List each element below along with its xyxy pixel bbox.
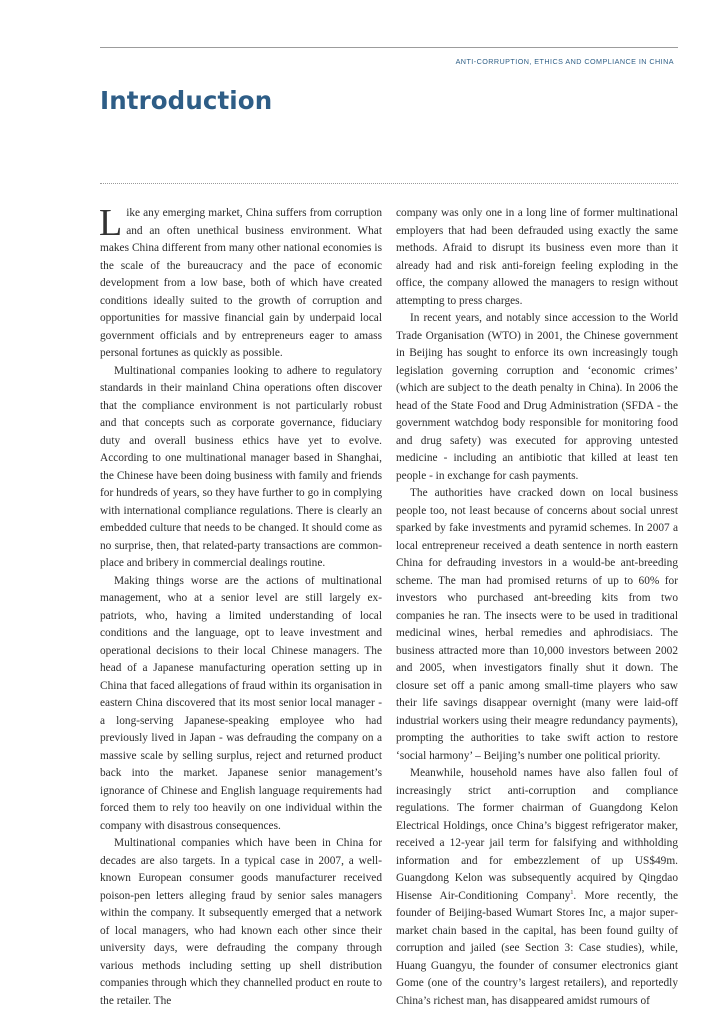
paragraph: The authorities have cracked down on local business people too, not least because of concerns about social unrest sparked by fake investments and pyramid schemes. In 2007 a local entrepreneur received a death sentence in north eastern China for defrauding investors in a would-be ant-breeding scheme. The man had promised returns of up to 60% for investors who purchased ant-breeding kits from two companies he ran. The insects were to be used in traditional medicinal wines, herbal remedies and aphrodisiacs. The business attracted more than 10,000 investors between 2002 and 2005, when investigators finally shut it down. The closure set off a panic among small-time players who saw their life savings disappear overnight (many were laid-off industrial workers using their meagre redundancy payments), prompting the authorities to take swift action to restore ‘social harmony’ – Beijing’s number one political priority. [396,487,678,762]
paragraph: company was only one in a long line of former multinational employers that had been defrauded using exactly the same methods. Afraid to disrupt its business even more than it already had and risk anti-foreign feeling exploding in the office, the company allowed the managers to resign without attempting to press charges. [396,207,678,307]
paragraph-text: ike any emerging market, China suffers from corruption and an often unethical business environment. What makes China different from many other national economies is the scale of the bureaucracy and the pace of economic development from a low base, both of which have created conditions ideally suited to the growth of corruption and opportunities for massive financial gain by underpaid local government officials and by entrepreneurs eager to amass personal fortunes as quickly as possible. [100,207,382,359]
paragraph: Making things worse are the actions of multinational management, who at a senior level are still largely ex-patriots, who, having a limited understanding of local conditions and the language, opt to leave investment and operational decisions to their local Chinese managers. The head of a Japanese manufacturing operation setting up in China that faced allegations of fraud within its organisation in eastern China discovered that its most senior local manager - a long-serving Japanese-speaking employee who had previously lived in Japan - was defrauding the company on a massive scale by selling surplus, reject and returned product back into the market. Japanese senior management’s ignorance of Chinese and English language requirements had forced them to rely too heavily on one individual within the company with disastrous consequences. [100,574,382,832]
paragraph-text: Meanwhile, household names have also fallen foul of increasingly strict anti-corruption and compliance regulations. The former chairman of Guangdong Kelon Electrical Holdings, once China’s biggest refrigerator maker, received a 12-year jail term for falsifying and withholding information and for embezzlement of up US$49m. Guangdong Kelon was subsequently acquired by Qingdao Hisense Air-Conditioning Company [396,767,678,902]
paragraph: Multinational companies which have been in China for decades are also targets. In a typical case in 2007, a well-known European consumer goods manufacturer received poison-pen letters alleging fraud by senior sales managers within the company. It subsequently emerged that a network of local managers, who had known each other since their university days, were defrauding the company through various methods including setting up shell distribution companies through which they channelled product en route to the retailer. The [100,837,382,1007]
paragraph-text: . More recently, the founder of Beijing-based Wumart Stores Inc, a major supermarket chain based in the capital, has been found guilty of corruption and jailed (see Section 3: Case studies), while, Huang Guangyu, the founder of consumer electronics giant Gome (one of the country’s largest retailers), and reportedly China’s richest man, has disappeared amidst rumours of [396,889,679,1007]
running-header: ANTI-CORRUPTION, ETHICS AND COMPLIANCE IN CHINA [455,57,674,66]
footnote-marker: 1 [570,889,574,896]
paragraph [99,202,382,363]
paragraph [396,765,678,1010]
header-rule [100,47,678,48]
drop-cap: L [99,202,123,244]
paragraph: Multinational companies looking to adhere to regulatory standards in their mainland China operations often discover that the compliance environment is not particularly robust and that concepts such as corporate governance, fiduciary duty and overall business ethics have yet to evolve. According to one multinational manager based in Shanghai, the Chinese have been doing business with family and friends for hundreds of years, so they have further to go in complying with international compliance regulations. There is clearly an embedded culture that needs to be changed. It should come as no surprise, then, that related-party transactions are commonplace and bribery in commercial dealings routine. [100,364,382,569]
page-title: Introduction [100,86,273,115]
dotted-divider [100,183,678,184]
paragraph: In recent years, and notably since accession to the World Trade Organisation (WTO) in 2001, the Chinese government in Beijing has sought to enforce its own increasingly tough legislation governing corruption and ‘economic crimes’ (which are subject to the death penalty in China). In 2006 the head of the State Food and Drug Administration (SFDA - the government watchdog body responsible for monitoring food and drug safety) was executed for approving untested medicine - including an antibiotic that killed at least ten people - in exchange for cash payments. [396,312,678,482]
right-column [396,205,678,1010]
left-column [99,202,382,1010]
